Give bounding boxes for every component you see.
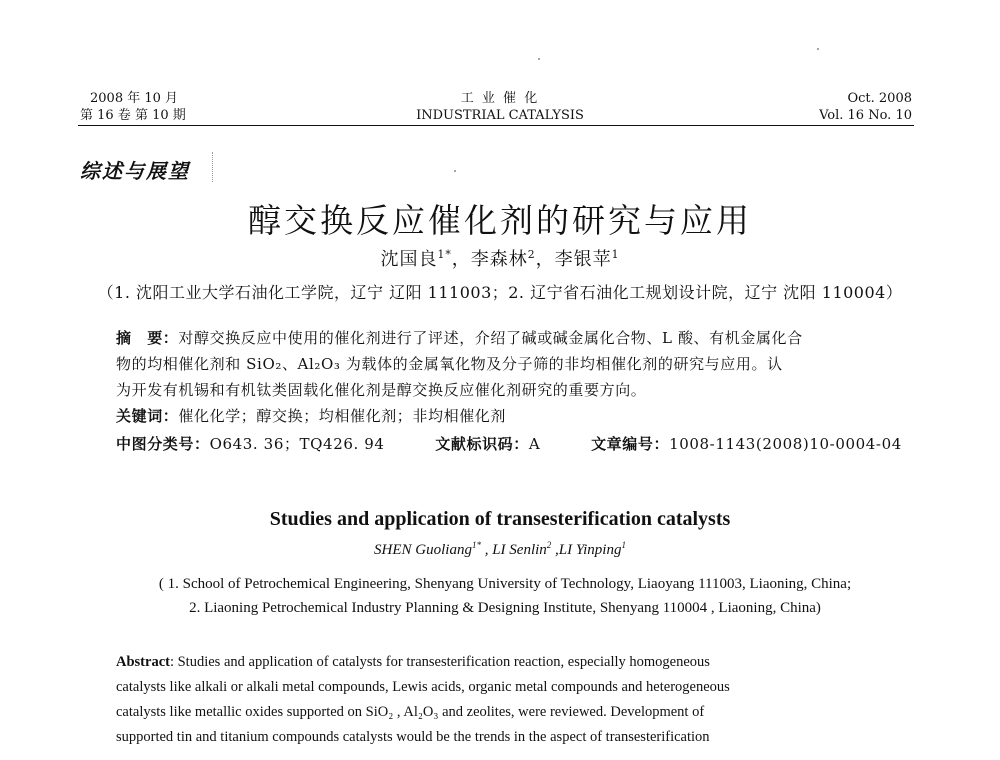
article-no-label: 文章编号： <box>591 435 670 453</box>
abstract-cn-label: 摘 要： <box>116 329 179 347</box>
clc-label: 中图分类号： <box>116 435 210 453</box>
scan-speck <box>538 58 540 60</box>
abstract-en-label: Abstract <box>116 654 170 670</box>
affiliation-cn: （1. 沈阳工业大学石油化工学院，辽宁 辽阳 111003；2. 辽宁省石油化工规划设计院，辽宁 沈阳 110004） <box>97 283 903 302</box>
authors-cn <box>0 245 1000 271</box>
scan-speck <box>454 170 456 172</box>
journal-name-en: INDUSTRIAL CATALYSIS <box>416 108 584 123</box>
title-cn: 醇交换反应催化剂的研究与应用 <box>248 201 752 240</box>
abstract-cn-line: 物的均相催化剂和 SiO₂、Al₂O₃ 为载体的金属氧化物及分子筛的非均相催化剂的研究与应用。认 <box>116 355 783 373</box>
affiliation-en-line: 2. Liaoning Petrochemical Industry Planning & Designing Institute, Shenyang 110004 , Liaoning, China) <box>189 600 821 616</box>
affiliation-en-line: ( 1. School of Petrochemical Engineering, Shenyang University of Technology, Liaoyang 111003, Liaoning, China; <box>158 576 852 592</box>
author-cn-3: 李银苹$^1$ <box>554 248 620 270</box>
issue-date-en: Oct. 2008 <box>847 91 912 106</box>
volume-issue-cn: 第 16 卷 第 10 期 <box>80 108 186 123</box>
author-en-3: LI Yinping$^1$ <box>558 540 626 558</box>
clc-value: O643. 36；TQ426. 94 <box>209 435 385 453</box>
abstract-en <box>116 650 888 750</box>
header-center <box>380 90 620 124</box>
doc-code-label: 文献标识码： <box>435 435 529 453</box>
issue-date-cn: 2008 年 10 月 <box>90 91 179 106</box>
author-cn-1: 沈国良$^{1*}$， <box>380 248 471 270</box>
doc-code-value: A <box>528 435 541 453</box>
abstract-cn <box>116 325 916 457</box>
author-en-2: LI Senlin$^2$ , <box>492 540 559 558</box>
header-left <box>80 90 290 124</box>
scan-speck <box>817 48 819 50</box>
abstract-en-line: catalysts like alkali or alkali metal compounds, Lewis acids, organic metal compounds and heterogeneous <box>116 679 730 695</box>
author-en-1: SHEN Guoliang$^{1*}$ , <box>374 540 493 558</box>
abstract-en-line: supported tin and titanium compounds catalysts would be the trends in the aspect of transesterification <box>116 729 710 745</box>
affiliation-en <box>60 572 950 620</box>
keywords-cn <box>116 403 916 429</box>
header-right <box>700 90 912 124</box>
abstract-en-line: catalysts like metallic oxides supported on SiO₂ , Al₂O₃ and zeolites, were reviewed. Development of <box>116 704 705 720</box>
journal-name-cn: 工 业 催 化 <box>460 91 540 106</box>
abstract-cn-line: 为开发有机锡和有机钛类固载化催化剂是醇交换反应催化剂研究的重要方向。 <box>116 381 647 399</box>
abstract-cn-line: 摘 要：对醇交换反应中使用的催化剂进行了评述，介绍了碱或碱金属化合物、L 酸、有机金属化合 <box>116 329 803 347</box>
header-rule <box>78 125 914 126</box>
column-tag: 综述与展望 <box>80 159 190 183</box>
volume-issue-en: Vol. 16 No. 10 <box>819 108 912 123</box>
author-cn-2: 李森林$^2$， <box>470 248 555 270</box>
article-no-value: 1008-1143(2008)10-0004-04 <box>669 435 902 453</box>
column-tag-bracket <box>212 152 217 182</box>
keywords-value: 催化化学；醇交换；均相催化剂；非均相催化剂 <box>178 407 507 425</box>
title-en: Studies and application of transesterification catalysts <box>269 508 731 530</box>
abstract-en-line: Abstract: Studies and application of catalysts for transesterification reaction, especially homogeneous <box>116 654 710 670</box>
authors-en <box>0 542 1000 559</box>
classification-row <box>116 431 916 457</box>
keywords-label: 关键词： <box>116 407 179 425</box>
